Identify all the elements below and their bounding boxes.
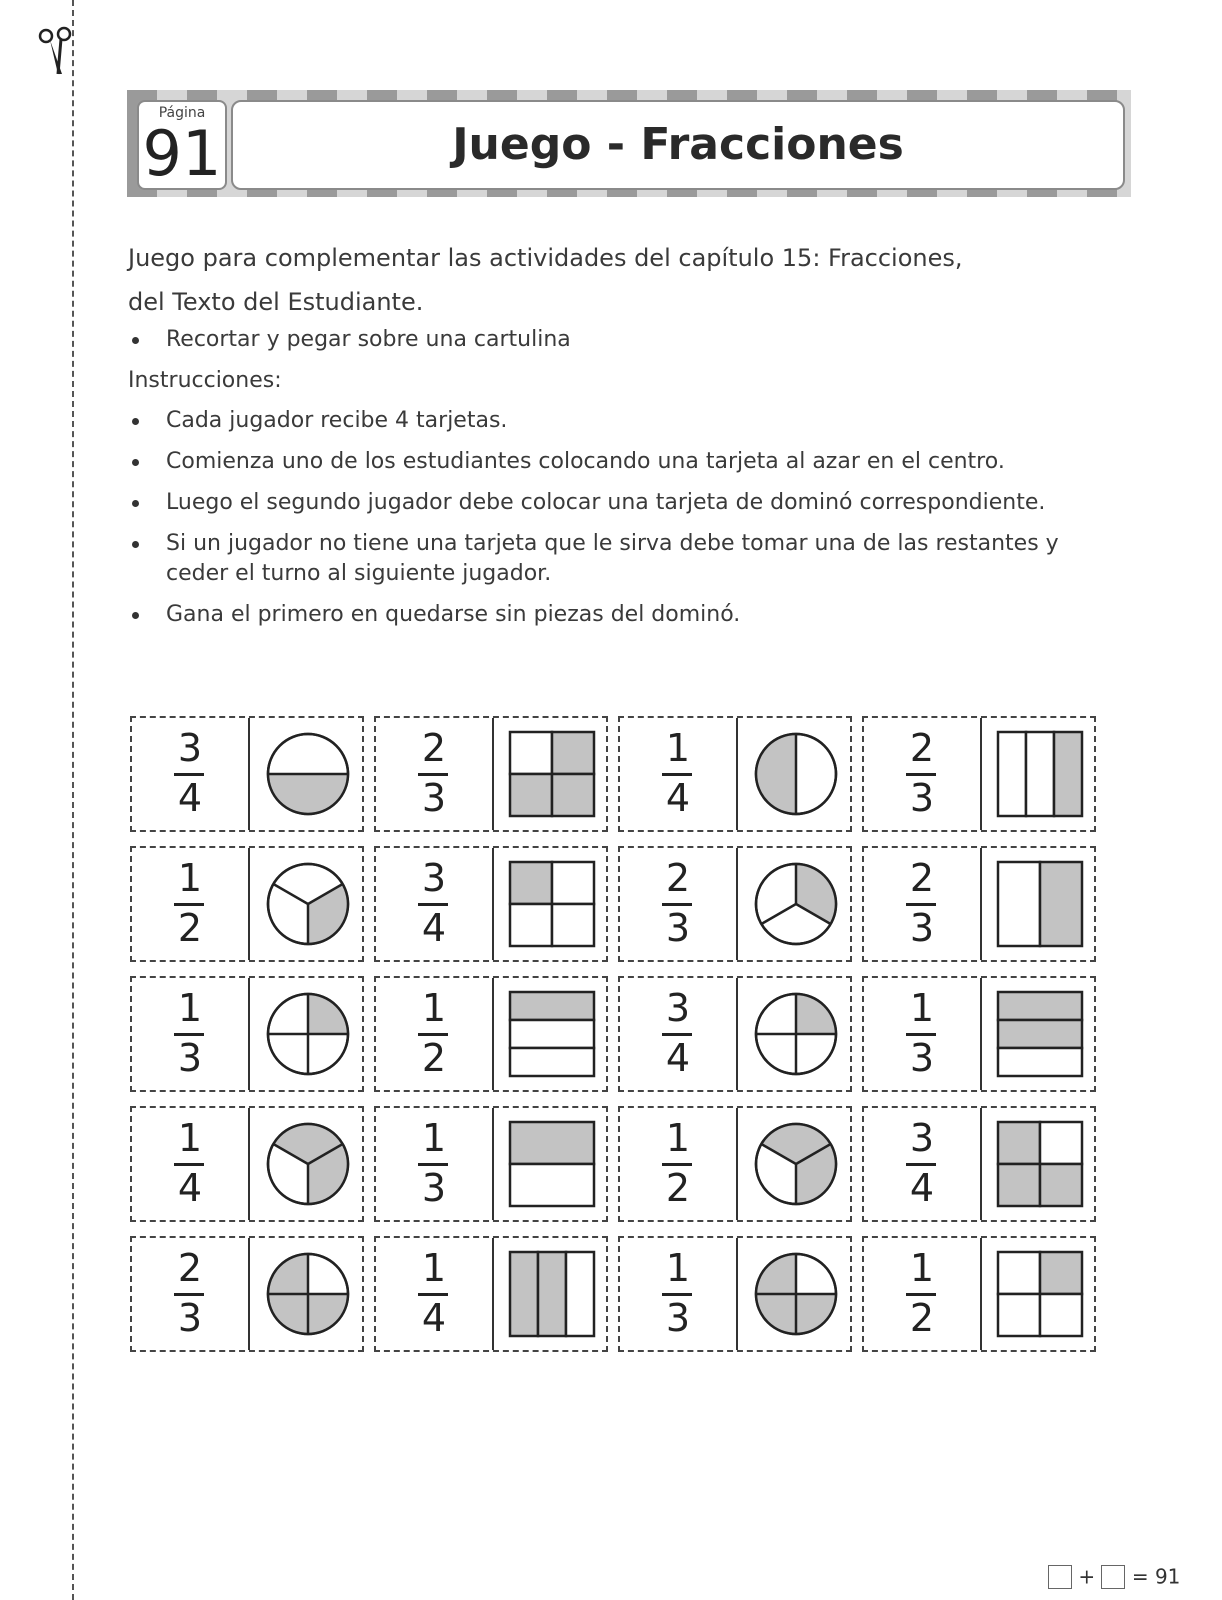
fraction: [864, 718, 980, 830]
square-quarters-1-shaded-figure: [508, 860, 596, 948]
circle-half-left-figure: [752, 730, 840, 818]
domino-figure-half: [248, 848, 366, 960]
instruction-text: Gana el primero en quedarse sin piezas del dominó.: [166, 602, 741, 627]
cut-line: [72, 0, 74, 1600]
title-box: [231, 100, 1125, 190]
instruction-text: Cada jugador recibe 4 tarjetas.: [166, 408, 508, 433]
domino-card: [130, 1106, 364, 1222]
domino-fraction-half: [376, 718, 492, 830]
instruction-text: Luego el segundo jugador debe colocar una tarjeta de dominó correspondiente.: [166, 490, 1046, 515]
fraction-denominator: 3: [665, 1296, 691, 1340]
list-item: [128, 447, 1088, 477]
domino-figure-half: [980, 848, 1098, 960]
prep-text: Recortar y pegar sobre una cartulina: [166, 327, 571, 352]
fraction-numerator: 2: [909, 856, 935, 900]
domino-card: [618, 1106, 852, 1222]
domino-fraction-half: [620, 1108, 736, 1220]
domino-figure-half: [736, 978, 854, 1090]
fraction-denominator: 3: [421, 776, 447, 820]
domino-card: [374, 846, 608, 962]
circle-thirds-1-shaded-figure: [264, 860, 352, 948]
blank-box-icon: [1101, 1565, 1125, 1589]
fraction: [376, 978, 492, 1090]
fraction-numerator: 1: [909, 1246, 935, 1290]
rect-vertical-thirds-1-shaded-figure: [996, 730, 1084, 818]
intro-line-2: del Texto del Estudiante.: [128, 288, 424, 316]
fraction-numerator: 1: [665, 726, 691, 770]
domino-figure-half: [492, 1108, 610, 1220]
fraction-numerator: 1: [177, 856, 203, 900]
fraction-numerator: 1: [177, 1116, 203, 1160]
domino-figure-half: [980, 1108, 1098, 1220]
fraction: [376, 1108, 492, 1220]
domino-fraction-half: [864, 1238, 980, 1350]
fraction-denominator: 4: [665, 776, 691, 820]
fraction: [376, 718, 492, 830]
domino-figure-half: [736, 1108, 854, 1220]
fraction: [864, 1108, 980, 1220]
list-item: [128, 529, 1088, 589]
domino-figure-half: [736, 718, 854, 830]
blank-box-icon: [1048, 1565, 1072, 1589]
domino-figure-half: [248, 978, 366, 1090]
fraction-denominator: 3: [909, 906, 935, 950]
fraction-denominator: 4: [177, 776, 203, 820]
fraction: [620, 718, 736, 830]
fraction-numerator: 1: [421, 1246, 447, 1290]
bullet-icon: [132, 337, 139, 344]
domino-card: [862, 716, 1096, 832]
fraction-numerator: 1: [909, 986, 935, 1030]
circle-thirds-2-shaded-figure: [264, 1120, 352, 1208]
bullet-icon: [132, 459, 139, 466]
square-quarters-1-shaded-figure: [996, 1250, 1084, 1338]
bullet-icon: [132, 418, 139, 425]
domino-fraction-half: [620, 718, 736, 830]
fraction: [620, 1238, 736, 1350]
fraction: [132, 978, 248, 1090]
fraction: [132, 1108, 248, 1220]
fraction-numerator: 3: [909, 1116, 935, 1160]
domino-fraction-half: [376, 978, 492, 1090]
domino-card: [862, 846, 1096, 962]
bullet-icon: [132, 612, 139, 619]
domino-figure-half: [492, 978, 610, 1090]
domino-figure-half: [492, 718, 610, 830]
header-banner: [127, 90, 1131, 197]
list-item: [128, 600, 1088, 630]
domino-figure-half: [980, 1238, 1098, 1350]
page-number-box: [137, 100, 227, 190]
domino-card: [130, 716, 364, 832]
fraction-denominator: 2: [177, 906, 203, 950]
domino-card: [862, 1236, 1096, 1352]
domino-figure-half: [248, 1108, 366, 1220]
fraction-numerator: 1: [665, 1116, 691, 1160]
domino-grid: [130, 716, 1114, 1370]
instruction-text: Comienza uno de los estudiantes colocando una tarjeta al azar en el centro.: [166, 449, 1005, 474]
domino-figure-half: [248, 1238, 366, 1350]
page-label: Página: [158, 105, 206, 121]
domino-card: [618, 976, 852, 1092]
domino-card: [862, 976, 1096, 1092]
intro-paragraph: [128, 236, 1088, 324]
list-item: [128, 488, 1088, 518]
domino-card: [374, 1236, 608, 1352]
fraction-denominator: 4: [421, 906, 447, 950]
fraction: [132, 718, 248, 830]
domino-card: [618, 716, 852, 832]
fraction-numerator: 3: [665, 986, 691, 1030]
footer-plus: +: [1078, 1564, 1096, 1589]
domino-fraction-half: [864, 1108, 980, 1220]
fraction-numerator: 2: [177, 1246, 203, 1290]
domino-fraction-half: [132, 1108, 248, 1220]
fraction-numerator: 1: [421, 986, 447, 1030]
domino-figure-half: [980, 978, 1098, 1090]
domino-card: [374, 976, 608, 1092]
fraction-denominator: 2: [909, 1296, 935, 1340]
fraction-denominator: 4: [421, 1296, 447, 1340]
list-item: [128, 325, 1088, 355]
fraction-denominator: 3: [909, 776, 935, 820]
square-quarters-3-shaded-figure: [996, 1120, 1084, 1208]
fraction-denominator: 2: [665, 1166, 691, 1210]
domino-card: [130, 846, 364, 962]
fraction: [864, 978, 980, 1090]
domino-figure-half: [492, 848, 610, 960]
circle-quarters-3-shaded-figure: [264, 1250, 352, 1338]
circle-quarters-1-shaded-figure: [264, 990, 352, 1078]
scissors-icon: [36, 26, 76, 78]
fraction-denominator: 3: [665, 906, 691, 950]
fraction-numerator: 1: [177, 986, 203, 1030]
domino-card: [374, 716, 608, 832]
fraction: [376, 848, 492, 960]
fraction: [620, 848, 736, 960]
rect-vertical-thirds-2-shaded-figure: [508, 1250, 596, 1338]
circle-thirds-2-shaded-figure: [752, 1120, 840, 1208]
domino-fraction-half: [620, 848, 736, 960]
rect-horizontal-thirds-2-shaded-figure: [996, 990, 1084, 1078]
bullet-icon: [132, 541, 139, 548]
domino-fraction-half: [864, 978, 980, 1090]
circle-quarters-3-shaded-figure: [752, 1250, 840, 1338]
fraction: [864, 1238, 980, 1350]
fraction-denominator: 4: [177, 1166, 203, 1210]
domino-fraction-half: [376, 848, 492, 960]
page-footer: [1048, 1563, 1180, 1593]
instructions-label: Instrucciones:: [128, 368, 282, 393]
domino-fraction-half: [132, 718, 248, 830]
fraction-numerator: 1: [421, 1116, 447, 1160]
domino-card: [618, 1236, 852, 1352]
fraction-denominator: 4: [909, 1166, 935, 1210]
domino-fraction-half: [864, 848, 980, 960]
rect-horizontal-thirds-1-shaded-figure: [508, 990, 596, 1078]
domino-fraction-half: [864, 718, 980, 830]
fraction: [376, 1238, 492, 1350]
fraction-denominator: 4: [665, 1036, 691, 1080]
fraction-denominator: 3: [177, 1036, 203, 1080]
list-item: [128, 406, 1088, 436]
square-quarters-3-shaded-figure: [508, 730, 596, 818]
domino-figure-half: [248, 718, 366, 830]
page-title: Juego - Fracciones: [452, 119, 904, 170]
fraction: [620, 1108, 736, 1220]
fraction-numerator: 2: [421, 726, 447, 770]
fraction-denominator: 2: [421, 1036, 447, 1080]
intro-line-1: Juego para complementar las actividades del capítulo 15: Fracciones,: [128, 244, 963, 272]
fraction-numerator: 3: [421, 856, 447, 900]
domino-fraction-half: [132, 848, 248, 960]
domino-fraction-half: [620, 1238, 736, 1350]
fraction-numerator: 2: [665, 856, 691, 900]
domino-fraction-half: [132, 1238, 248, 1350]
fraction-numerator: 3: [177, 726, 203, 770]
fraction: [132, 1238, 248, 1350]
instructions-list: [128, 406, 1088, 641]
circle-thirds-1-shaded-top-figure: [752, 860, 840, 948]
domino-card: [618, 846, 852, 962]
bullet-icon: [132, 500, 139, 507]
fraction-numerator: 1: [665, 1246, 691, 1290]
domino-fraction-half: [620, 978, 736, 1090]
domino-card: [130, 1236, 364, 1352]
rect-horizontal-halves-1-shaded-figure: [508, 1120, 596, 1208]
domino-card: [862, 1106, 1096, 1222]
fraction-denominator: 3: [177, 1296, 203, 1340]
domino-fraction-half: [376, 1238, 492, 1350]
circle-quarters-1-shaded-figure: [752, 990, 840, 1078]
fraction: [864, 848, 980, 960]
domino-figure-half: [492, 1238, 610, 1350]
fraction-numerator: 2: [909, 726, 935, 770]
domino-figure-half: [736, 848, 854, 960]
domino-fraction-half: [376, 1108, 492, 1220]
domino-figure-half: [980, 718, 1098, 830]
fraction-denominator: 3: [421, 1166, 447, 1210]
rect-vertical-halves-1-shaded-figure: [996, 860, 1084, 948]
instruction-text: Si un jugador no tiene una tarjeta que le sirva debe tomar una de las restantes y ceder el turno al siguiente jugador.: [166, 531, 1059, 586]
domino-card: [130, 976, 364, 1092]
prep-list: [128, 325, 1088, 366]
footer-equals: = 91: [1131, 1564, 1181, 1589]
domino-card: [374, 1106, 608, 1222]
fraction-denominator: 3: [909, 1036, 935, 1080]
domino-figure-half: [736, 1238, 854, 1350]
fraction: [132, 848, 248, 960]
page-number: 91: [142, 117, 222, 190]
domino-fraction-half: [132, 978, 248, 1090]
fraction: [620, 978, 736, 1090]
circle-half-bottom-figure: [264, 730, 352, 818]
